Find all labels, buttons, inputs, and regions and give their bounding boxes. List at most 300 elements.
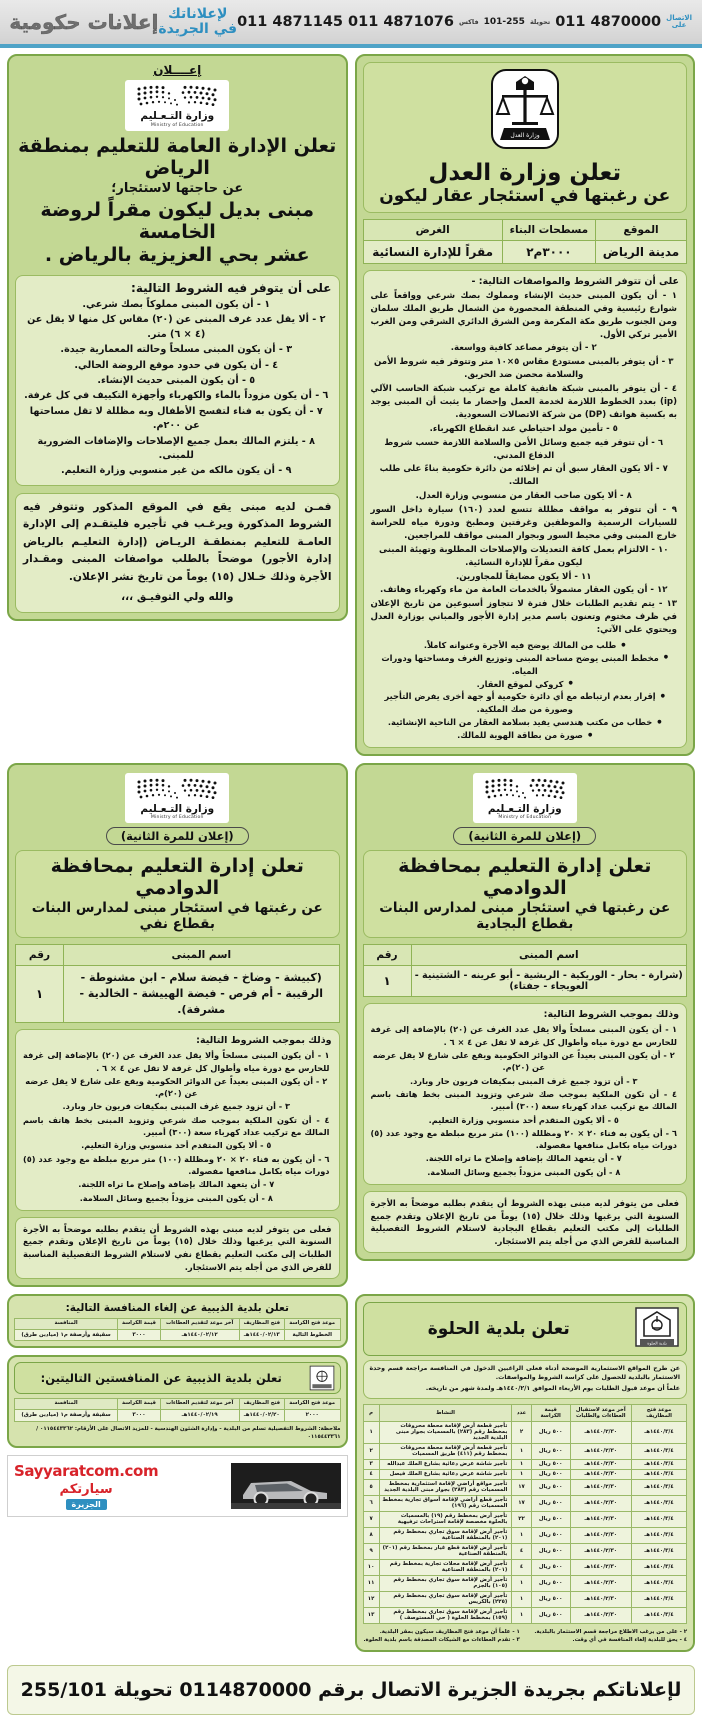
condition-item: ٧ - أن يكون به فناء لتفسح الأطفال وبه مظللة لا تقل مساحتها عن ٢٠٠م. (29, 405, 323, 432)
masthead-title: إعلانات حكومية (9, 10, 159, 34)
ad-label: إعــــلان (153, 63, 202, 77)
dhahiya-two-table (14, 1398, 341, 1421)
cell-index: ٥ (363, 1479, 379, 1495)
table-row (363, 1559, 687, 1575)
moe-logo-english: Ministry of Education (150, 122, 204, 128)
conditions-list (371, 290, 680, 637)
document-item: ● إقرار بعدم ارتباطه مع أي دائرة حكومية أو جهة أخرى يفرض التأجير وصورة من صك الملكية. (371, 690, 680, 716)
cell-count: ١ (512, 1575, 531, 1591)
halwa-intro (363, 1360, 688, 1399)
bujadiyah-closing (363, 1191, 688, 1253)
cell-index: ٣ (363, 1459, 379, 1469)
education-riyadh-ad-card (7, 54, 348, 621)
table-row (363, 1443, 687, 1459)
ministry-of-education-logo (125, 773, 229, 824)
condition-item: ٥ - أن يكون المبنى حديث الإنشاء. (97, 375, 256, 387)
col-number: رقم (16, 945, 64, 966)
cell-area: ٣٠٠٠م٢ (502, 240, 595, 263)
cell-count: ١ (512, 1443, 531, 1459)
cell-envelope-date: ١٤٤٠/٣/٤هـ (632, 1543, 687, 1559)
cell-activity: تأجير أرض لإقامة قطع غيار بمخطط رقم (٢٠١) بالمنطقة الصناعية (379, 1543, 512, 1559)
conditions-heading: على أن يتوفر فيه الشروط التالية: (131, 281, 332, 296)
cell-index: ١١ (363, 1575, 379, 1591)
conditions-list (371, 1023, 680, 1178)
call-on-label (666, 15, 692, 29)
cell-price: ٥٠٠ ريال (531, 1511, 570, 1527)
halwa-municipality-card (355, 1294, 696, 1652)
cell-booklet-value: ٣٠٠٠ (118, 1329, 161, 1340)
cell-activity: تأجير أرض لإقامة سوق تجاري بمخطط رقم (١٠٥) بالجزم (379, 1575, 512, 1591)
edu-riyadh-conditions (15, 275, 340, 486)
cell-index: ١٣ (363, 1607, 379, 1623)
condition-item: ٦ - أن يكون به فناء ٢٠ × ٢٠ ومظللة (١٠٠) متر مربع مبلطة مع وجود عدد (٥) دورات مياه بكامل منافعها مفصولة. (370, 1127, 677, 1151)
col-last-bid-date: آخر موعد لتقديم العطاءات (160, 1399, 239, 1410)
svg-text:بلدية الحلوة: بلدية الحلوة (647, 1340, 667, 1346)
bujadiyah-title-line2: عن رغبتها في استئجار مبنى لمدارس البنات بقطاع البجادية (379, 900, 671, 933)
cell-price: ٥٠٠ ريال (531, 1479, 570, 1495)
cell-activity: تأجير مواقع أراضي لإقامة استثمارية بمخطط المسميات رقم (٢٨٣) بجوار مبنى البلدية الجديد (379, 1479, 512, 1495)
cell-envelope-open: ١٤٤٠/٠٢/١٣هـ (239, 1329, 284, 1340)
car-advertisement[interactable] (7, 1455, 348, 1517)
cell-envelope-date: ١٤٤٠/٣/٤هـ (632, 1591, 687, 1607)
col-activity: النشاط (379, 1405, 512, 1422)
bujadiyah-title-line1: تعلن إدارة التعليم بمحافظة الدوادمي (398, 855, 652, 900)
footer-contact-text: لإعلاناتكم بجريدة الجزيرة الاتصال برقم 0114870000 تحويلة 255/101 (20, 1679, 682, 1702)
document-item: ● كروكي لموقع العقار. (371, 678, 680, 691)
cell-index: ١ (363, 1421, 379, 1443)
dhahiya-two-title: تعلن بلدية الذيبية عن المنافستين التاليتين: (40, 1371, 282, 1386)
cell-index: ٢ (363, 1443, 379, 1459)
col-count: عدد (512, 1405, 531, 1422)
edu-riyadh-title-line1: تعلن الإدارة العامة للتعليم بمنطقة الرياض (18, 134, 337, 180)
col-envelope-open: فتح المظاريف (239, 1399, 284, 1410)
cell-activity: تأجير أرض لإقامة سوق تجاري بمخطط رقم (٢٢٥) بالكريس (379, 1591, 512, 1607)
col-booklet-open: موعد فتح الكراسة (284, 1399, 340, 1410)
ads-row-top (7, 54, 695, 763)
note-item: ٣ - تقدم العطاءات مع الشيكات المصدقة باسم بلدية الحلوة. (363, 1636, 520, 1643)
cell-index: ٤ (363, 1469, 379, 1479)
condition-item: ٤ - أن يكون في حدود موقع الروضة الحالي. (74, 359, 279, 371)
dawadmi-nafi-card (7, 763, 348, 1287)
cell-count: ٤ (512, 1543, 531, 1559)
condition-item: ٧ - أن يتعهد المالك بإضافة وإصلاح ما تراه اللجنة. (425, 1153, 622, 1164)
car-ad-brand-block (14, 1462, 158, 1510)
car-ad-tagline: سيارتكم (59, 1481, 113, 1497)
nafi-closing (15, 1217, 340, 1279)
condition-item: ٧ - ألا يكون العقار سبق أن تم إخلائه من دائرة حكومية بناءً على طلب المالك. (379, 464, 668, 488)
note-item: ٤ - يحق للبلدية إلغاء المنافسة في أي وقت. (572, 1636, 687, 1643)
closing-paragraph: فمـن لديه مبنى يقع في الموقع المذكور وتتوفر فيه الشروط المذكورة ويرغـب في تأجيره فليتقـدم إلى الإدارة العامـة للتعليم بمنطقـة الريـاض (إدارة التعليـم بالرياض إدارة الأجور) موضحاً بالطلب مواصفات المبنى ومقـدار الأجرة وذلك خـلال (١٥) يوماً من تاريخ نشر الإعلان. (23, 500, 332, 583)
phone-number-2: 011 4871076 (348, 14, 454, 30)
svg-text:وزارة العدل: وزارة العدل (510, 132, 540, 139)
condition-item: ٣ - أن يتوفر بالمبنى مستودع مقاس ٥×١٠ متر وتتوفر فيه شروط الأمن والسلامة محصن ضد الحريق. (374, 357, 674, 381)
dhahiya-two-header-bar (14, 1362, 341, 1394)
baladiyah-emblem (309, 1365, 335, 1391)
cell-envelope-date: ١٤٤٠/٣/٤هـ (632, 1479, 687, 1495)
masthead-phone-block (237, 14, 692, 30)
condition-item: ٦ - أن يكون به فناء ٢٠ × ٢٠ ومظللة (١٠٠) متر مربع مبلطة مع وجود عدد (٥) دورات مياه بكامل منافعها مفصولة. (23, 1153, 330, 1176)
ministry-of-justice-emblem (488, 68, 562, 160)
document-item: ● صورة من بطاقة الهوية للمالك. (371, 729, 680, 742)
col-building-name: اسم المبنى (411, 945, 687, 966)
cell-price: ٥٠٠ ريال (531, 1607, 570, 1623)
cell-last-date: ١٤٤٠/٢/٣٠هـ (570, 1469, 631, 1479)
masthead-subtitle-line1: لإعلاناتك (168, 6, 228, 23)
condition-item: ١٢ - أن يكون العقار مشمولاً بالخدمات العامة من ماء وكهرباء وهاتف. (380, 585, 668, 596)
extension-value: 101-255 (483, 17, 525, 27)
condition-item: ٢ - ألا يقل عدد غرف المبنى عن (٢٠) مقاس كل منها لا يقل عن (٤ × ٦) متر. (27, 314, 326, 340)
cell-envelope-date: ١٤٤٠/٣/٤هـ (632, 1559, 687, 1575)
moe-logo-arabic: وزارة التـعـليم (140, 802, 215, 815)
halwa-header-bar (363, 1302, 688, 1356)
table-header-row (363, 219, 687, 240)
cell-price: ٥٠٠ ريال (531, 1443, 570, 1459)
document-item: ● طلب من المالك يوضح فيه الأجرة وعنوانه كاملاً. (371, 639, 680, 652)
condition-item: ٤ - أن يتوفر بالمبنى شبكة هاتفية كاملة مع تركيب شبكة الحاسب الآلي (ip) بعدد الخطوط اللازمة لخدمة العمل وإحضار ما يثبت أن المبنى يوجد به بكسية هواتف (DP) من شركة الاتصالات السعودية. (370, 384, 677, 420)
cell-price: ٥٠٠ ريال (531, 1575, 570, 1591)
cell-last-date: ١٤٤٠/٢/٣٠هـ (570, 1527, 631, 1543)
nafi-conditions (15, 1029, 340, 1211)
condition-item: ١ - أن يكون المبنى حديث الإنشاء ومملوك بصك شرعي وواقعاً على شوارع رئيسية وفي المنطقة المحصورة من الشمال طريق الملك سلمان ومن الجنوب طريق مكة المكرمة ومن الشرق الدائري الشرقي ومن الغرب الأمير تركي الأول. (370, 290, 677, 340)
closing-paragraph: فعلى من يتوفر لديه مبنى بهذه الشروط أن يتقدم بطلبه موضحاً به الأجرة السنوية التي يرغبها وذلك خلال (١٥) يوماً من تاريخ الإعلان وتقدم جميع الطلبات إلى مكتب التعليم بقطاع البجادية لاستلام الشروط التفصيلية المناسبة للفرض الذي من أجله يتم الاستئجار. (370, 1197, 679, 1246)
table-row (363, 1495, 687, 1511)
col-booklet-value: قيمة الكراسة (118, 1399, 161, 1410)
masthead-subtitle-line2: في الجريدة (158, 21, 238, 37)
moe-dots-icon (133, 84, 221, 110)
condition-item: ٤ - أن تكون الملكية بموجب صك شرعي وتزويد المبنى بخط هاتف باسم المالك مع تركيب عداد كهرباء سعة (٣٠٠) أمبير. (23, 1114, 330, 1138)
cell-activity: تأجير أرض لإقامة محلات تجارية بمخطط رقم (٢٠١) بالمنطقة الصناعية (379, 1559, 512, 1575)
cell-envelope-date: ١٤٤٠/٣/٤هـ (632, 1527, 687, 1543)
cell-activity: تأجير قطع أراضي لإقامة أسواق تجارية بمخطط المسميات رقم (١٩٦) (379, 1495, 512, 1511)
edu-riyadh-title-line3: مبنى بديل ليكون مقراً لروضة الخامسة (40, 198, 315, 244)
moe-logo-arabic: وزارة التـعـليم (487, 802, 562, 815)
cell-last-date: ١٤٤٠/٢/٣٠هـ (570, 1459, 631, 1469)
condition-item: ٨ - أن يكون المبنى مزوداً بجميع وسائل السلامة. (427, 1166, 621, 1177)
moe-logo-arabic: وزارة التـعـليم (140, 110, 215, 122)
table-header-row (15, 1399, 341, 1410)
condition-item: ٤ - أن تكون الملكية بموجب صك شرعي وتزويد المبنى بخط هاتف باسم المالك مع تركيب عداد كهرباء سعة (٣٠٠) أمبير. (370, 1088, 677, 1112)
phone-number-main: 011 4870000 (555, 14, 662, 30)
col-envelope-open-date: موعد فتح المظاريف (632, 1405, 687, 1422)
cell-last-date: ١٤٤٠/٢/٣٠هـ (570, 1495, 631, 1511)
edu-riyadh-title-line2: عن حاجتها لاستئجار؛ (111, 181, 244, 197)
moe-logo-english: Ministry of Education (498, 815, 552, 821)
halwa-table-body (363, 1421, 687, 1623)
cell-activity: تأجير قطعة أرض لإقامة محطة محروقات بمخطط رقم (٢٨٣) بالمسميات بجوار مبنى البلدية الجديد (379, 1421, 512, 1443)
moe-logo-wrap-2 (363, 773, 688, 824)
conditions-list (23, 1049, 332, 1204)
nafi-title-box (15, 850, 340, 938)
cell-count: ١ (512, 1459, 531, 1469)
conditions-list (23, 298, 332, 479)
cell-envelope-date: ١٤٤٠/٣/٤هـ (632, 1459, 687, 1469)
bujadiyah-title-box (363, 850, 688, 938)
document-item: ● خطاب من مكتب هندسي يفيد بسلامة العقار من الناحية الإنشائية. (371, 716, 680, 729)
fax-label: فاكس (458, 18, 479, 26)
condition-item: ٢ - أن يكون المبنى بعيداً عن الدوائر الحكومية ويقع على شارع لا يقل عرضه عن (٢٠)م. (25, 1075, 328, 1099)
cell-count: ١٧ (512, 1495, 531, 1511)
table-header-row (16, 945, 340, 966)
halwa-paragraph-2: علماً أن موعد قبول الطلبات يوم الأربعاء الموافق ١٤٤٠/٢/١هـ ولمدة شهر من تاريخه. (425, 1385, 680, 1393)
note-item: ٢ - على من يرغب الاطلاع مراجعة قسم الاستثمار بالبلدية. (534, 1628, 687, 1635)
condition-item: ١١ - ألا يكون مضايقاً للمجاورين. (456, 571, 592, 582)
cell-last-date: ١٤٤٠/٢/٣٠هـ (570, 1443, 631, 1459)
column-left-bottom (355, 1294, 696, 1659)
justice-ad-card (355, 54, 696, 756)
table-row (363, 1575, 687, 1591)
nafi-title-line2: عن رغبتها في استئجار مبنى لمدارس البنات بقطاع نفي (31, 900, 323, 933)
table-row (363, 1421, 687, 1443)
edu-riyadh-title-line4: عشر بحي العزيزية بالرياض . (44, 244, 310, 267)
cell-price: ٥٠٠ ريال (531, 1559, 570, 1575)
moe-dots-icon (481, 777, 569, 803)
condition-item: ٣ - أن تزود جميع غرف المبنى بمكيفات فريون حار وبارد. (62, 1101, 290, 1112)
call-label-line2: على (671, 21, 687, 29)
cell-envelope-date: ١٤٤٠/٣/٤هـ (632, 1421, 687, 1443)
cell-price: ٥٠٠ ريال (531, 1591, 570, 1607)
moe-logo-english: Ministry of Education (150, 815, 204, 821)
col-purpose: الغرض (363, 219, 502, 240)
cell-price: ٥٠٠ ريال (531, 1469, 570, 1479)
cell-last-date: ١٤٤٠/٢/٣٠هـ (570, 1591, 631, 1607)
footer-contact-banner (7, 1665, 695, 1715)
col-last-bid-date: آخر موعد لتقديم العطاءات (160, 1318, 239, 1329)
cell-price: ٥٠٠ ريال (531, 1543, 570, 1559)
col-booklet-open: موعد فتح الكراسة (284, 1318, 340, 1329)
table-row (363, 240, 687, 263)
cell-count: ١ (512, 1469, 531, 1479)
condition-item: ٥ - تأمين مولد احتياطي عند انقطاع الكهرباء. (429, 423, 618, 434)
cell-booklet-open: ٢٠٠٠ (284, 1410, 340, 1421)
cell-index: ١٢ (363, 1591, 379, 1607)
conditions-heading: على أن تتوفر الشروط والمواصفات التالية: - (471, 275, 679, 287)
cell-building-name: (شرارة - بحار - الوريكية - الربشية - أبو عرينه - الشتينية - العويجاء - جفتاء) (411, 966, 687, 997)
column-left-top (355, 54, 696, 763)
justice-ad-header (363, 62, 688, 213)
baladiyah-emblem (634, 1306, 680, 1352)
table-row (363, 1591, 687, 1607)
table-header-row (363, 1405, 687, 1422)
table-header-row (363, 945, 687, 966)
halwa-notes (363, 1628, 688, 1644)
cell-envelope-date: ١٤٤٠/٣/٤هـ (632, 1511, 687, 1527)
conditions-heading: وذلك بموجب الشروط التالية: (196, 1035, 332, 1047)
cell-activity: تأجير شاشة عرض دعائية بشارع الملك عبدالله (379, 1459, 512, 1469)
halwa-title: تعلن بلدية الحلوة (427, 1319, 570, 1340)
cell-envelope-date: ١٤٤٠/٣/٤هـ (632, 1469, 687, 1479)
page-body (0, 48, 702, 1659)
second-announcement-pill: (إعلان للمرة الثانية) (106, 827, 249, 845)
cell-envelope-date: ١٤٤٠/٣/٤هـ (632, 1495, 687, 1511)
table-header-row (15, 1318, 341, 1329)
col-last-submission-date: آخر موعد لاستقبال العطاءات والطلبات (570, 1405, 631, 1422)
call-label-line1: الاتصال (666, 14, 692, 22)
cell-count: ١٧ (512, 1479, 531, 1495)
col-area: مسطحات البناء (502, 219, 595, 240)
condition-item: ١ - أن يكون المبنى مسلحاً وألا يقل عدد الغرف عن (٢٠) بالإضافة إلى غرفة للحارس مع دورة مياه وأطوال كل غرفة لا تقل عن ٤ × ٦ . (370, 1024, 677, 1047)
cell-competition: سقيفة وأرصفة م١ (ميادين طرق) (15, 1329, 118, 1340)
moe-dots-icon (133, 777, 221, 803)
nafi-title-line1: تعلن إدارة التعليم بمحافظة الدوادمي (50, 855, 304, 900)
table-row (15, 1410, 341, 1421)
table-row (363, 1607, 687, 1623)
condition-item: ٣ - أن تزود جميع غرف المبنى بمكيفات فريون حار وبارد. (410, 1075, 638, 1086)
masthead (0, 0, 702, 48)
cell-count: ٤ (512, 1559, 531, 1575)
sayyaratcom-logo: Sayyaratcom.com (14, 1461, 159, 1480)
condition-item: ٢ - أن يتوفر مصاعد كافية وواسعة. (450, 343, 597, 354)
nafi-table (15, 944, 340, 1023)
condition-item: ١ - أن يكون المبنى مسلحاً وألا يقل عدد الغرف عن (٢٠) بالإضافة إلى غرفة للحارس مع دورة مياه وأطوال كل غرفة لا تقل عن ٤ × ٦ . (23, 1050, 330, 1073)
cell-envelope-date: ١٤٤٠/٣/٤هـ (632, 1607, 687, 1623)
col-booklet-price: قيمة الكراسة (531, 1405, 570, 1422)
column-right-bottom (7, 1294, 348, 1659)
cell-activity: تأجير قطعة أرض لإقامة محطة محروقات بمخطط رقم (٤١١) طريق المسميات (379, 1443, 512, 1459)
cell-competition: سقيفة وأرصفة م١ (ميادين طرق) (15, 1410, 118, 1421)
cell-last-date: ١٤٤٠/٢/٣٠هـ (570, 1479, 631, 1495)
col-building-name: اسم المبنى (64, 945, 340, 966)
bujadiyah-conditions (363, 1003, 688, 1185)
second-announcement-pill: (إعلان للمرة الثانية) (453, 827, 596, 845)
condition-item: ١ - أن يكون المبنى مملوكاً بصك شرعي. (82, 299, 271, 311)
cell-count: ٢ (512, 1421, 531, 1443)
table-row (363, 1511, 687, 1527)
condition-item: ٥ - ألا يكون المتقدم أحد منسوبي وزارة التعليم. (428, 1114, 619, 1125)
cell-location: مدينة الرياض (596, 240, 687, 263)
halwa-paragraph-1: عن طرح المواقع الاستثمارية الموضحة أدناه فعلى الراغبين الدخول في المنافسة مراجعة قسم وحدة الاستثمار بالبلدية للحصول على كراسة الشروط والمواصفات. (369, 1365, 680, 1382)
bujadiyah-table (363, 944, 688, 997)
cell-count: ١ (512, 1591, 531, 1607)
condition-item: ٨ - ألا يكون صاحب العقار من منسوبي وزارة العدل. (415, 491, 632, 502)
ministry-of-education-logo (473, 773, 577, 824)
cell-last-date: ١٤٤٠/٢/٣٠هـ (570, 1607, 631, 1623)
cell-last-date: ١٤٤٠/٢/٣٠هـ (570, 1559, 631, 1575)
closing-paragraph: فعلى من يتوفر لديه مبنى بهذه الشروط أن يتقدم بطلبه موضحاً به الأجرة السنوية التي يرغبها وذلك خلال (١٥) يوماً من تاريخ الإعلان وتقدم جميع الطلبات إلى مكتب التعليم بقطاع نفي لاستلام الشروط التفصيلية المناسبة للفرض الذي من أجله يتم الاستئجار. (23, 1223, 332, 1272)
condition-item: ٧ - أن يتعهد المالك بإضافة وإصلاح ما تراه اللجنة. (78, 1179, 275, 1190)
condition-item: ١٠ - الالتزام بعمل كافة التعديلات والإصلاحات المطلوبة وتهيئة المبنى ليكون مقراً للإدارة النسائية. (379, 544, 669, 568)
cell-last-bid-date: ١٤٤٠/٠٢/١٢هـ (160, 1329, 239, 1340)
condition-item: ٢ - أن يكون المبنى بعيداً عن الدوائر الحكومية ويقع على شارع لا يقل عرضه عن (٢٠)م. (372, 1050, 675, 1073)
cell-activity: تأجير شاشة عرض دعائية بشارع الملك فيصل (379, 1469, 512, 1479)
ministry-of-education-logo (125, 80, 229, 131)
cell-count: ١ (512, 1607, 531, 1623)
moe-logo-wrap-1 (15, 80, 340, 131)
cell-index: ٧ (363, 1511, 379, 1527)
cell-price: ٥٠٠ ريال (531, 1421, 570, 1443)
cell-price: ٥٠٠ ريال (531, 1459, 570, 1469)
cell-last-date: ١٤٤٠/٢/٣٠هـ (570, 1511, 631, 1527)
moe-logo-wrap-3 (15, 773, 340, 824)
required-documents-list (371, 639, 680, 742)
cell-index: ٦ (363, 1495, 379, 1511)
cell-last-date: ١٤٤٠/٢/٣٠هـ (570, 1421, 631, 1443)
table-row (363, 966, 687, 997)
cell-last-date: ١٤٤٠/٢/٣٠هـ (570, 1575, 631, 1591)
cell-index: ١٠ (363, 1559, 379, 1575)
dhahiya-cancel-table (14, 1318, 341, 1341)
table-row (363, 1543, 687, 1559)
jazirah-badge: الجزيرة (66, 1499, 107, 1510)
dhahiya-two-competitions-card (7, 1355, 348, 1448)
col-number: رقم (363, 945, 411, 966)
justice-ad-title-line2: عن رغبتها في استئجار عقار ليكون (379, 186, 671, 207)
note-item: ١ - علماً أن موعد فتح المظاريف سيكون بمقر البلدية. (379, 1628, 520, 1635)
column-right-middle (7, 763, 348, 1294)
table-row (363, 1479, 687, 1495)
cell-price: ٥٠٠ ريال (531, 1495, 570, 1511)
condition-item: ٦ - أن يكون مزوداً بالماء والكهرباء وأجهزة التكييف في كل غرفة. (24, 390, 329, 402)
table-row (15, 1329, 341, 1340)
halwa-investment-table (363, 1404, 688, 1624)
cell-purpose: مقراً للإدارة النسائية (363, 240, 502, 263)
cell-activity: تأجير أرض لإقامة سوق تجاري بمخطط رقم (٢٠١) بالمنطقة الصناعية (379, 1527, 512, 1543)
cell-activity: تأجير أرض لإقامة سوق تجاري بمخطط رقم (١٥٩) بمخطط الحلوة ( حي المستوصف ) (379, 1607, 512, 1623)
conditions-heading: وذلك بموجب الشروط التالية: (543, 1009, 679, 1021)
car-icon (231, 1463, 341, 1509)
cell-index: ٨ (363, 1527, 379, 1543)
cell-last-bid-date: ١٤٤٠/٠٢/١٩هـ (160, 1410, 239, 1421)
cell-envelope-open: ١٤٤٠/٠٢/٢٠هـ (239, 1410, 284, 1421)
cell-count: ١ (512, 1527, 531, 1543)
masthead-subtitle (158, 7, 237, 36)
cell-booklet-open: الخطوط التالية (284, 1329, 340, 1340)
cell-booklet-value: ٣٠٠٠ (118, 1410, 161, 1421)
ads-row-middle (7, 763, 695, 1294)
dhahiya-cancel-card (7, 1294, 348, 1348)
condition-item: ١٣ - يتم تقديم الطلبات خلال فترة لا تتجاوز أسبوعين من تاريخ الإعلان في ظرف مختوم وتعنون باسم مدير إدارة الأجور والمباني بوزارة العدل ويحتوي على الآتي: (370, 599, 677, 636)
extension-label: تحويلة (529, 18, 551, 26)
cell-last-date: ١٤٤٠/٢/٣٠هـ (570, 1543, 631, 1559)
table-row (16, 966, 340, 1023)
justice-ad-title-line1: تعلن وزارة العدل (428, 160, 622, 186)
ads-row-bottom (7, 1294, 695, 1659)
col-index: م (363, 1405, 379, 1422)
table-row (363, 1469, 687, 1479)
cell-envelope-date: ١٤٤٠/٣/٤هـ (632, 1575, 687, 1591)
col-competition: المنافسة (15, 1399, 118, 1410)
justice-ad-conditions (363, 270, 688, 748)
dhahiya-cancel-title: تعلن بلدية الذيبية عن إلغاء المنافسة التالية: (65, 1302, 289, 1315)
cell-envelope-date: ١٤٤٠/٣/٤هـ (632, 1443, 687, 1459)
condition-item: ٨ - يلتزم المالك بعمل جميع الإصلاحات والإضافات الضرورية للمبنى. (37, 435, 315, 461)
table-row (363, 1527, 687, 1543)
col-competition: المنافسة (15, 1318, 118, 1329)
cell-number: ١ (16, 966, 64, 1023)
cell-building-name: (كبيشة - وضاخ - فيضة سلام - ابن مشنوطة - الرقيبة - أم فرص - فيضة الهييشة - الخالدية - مشرفة). (64, 966, 340, 1023)
closing-blessing: والله ولي التوفيـق ،،، (121, 591, 234, 604)
condition-item: ٩ - أن يكون مالكه من غير منسوبي وزارة التعليم. (61, 465, 292, 477)
col-booklet-value: قيمة الكراسة (118, 1318, 161, 1329)
dhahiya-note: ملاحظة: الشروط التفصيلية تسلم من البلدية - وإدارة الشئون الهندسية - للمزيد الاتصال على الأرقام: ٠١١٥٤٤٣٣٦٢ / ٠١١٥٤٤٣٣٦١ (36, 1425, 341, 1440)
table-row (363, 1459, 687, 1469)
column-left-middle (355, 763, 696, 1294)
condition-item: ٣ - أن يكون المبنى مسلحاً وحالته المعمارية جيدة. (60, 344, 293, 356)
phone-number-3: 011 4871145 (237, 14, 344, 30)
col-location: الموقع (596, 219, 687, 240)
cell-number: ١ (363, 966, 411, 997)
cell-price: ٥٠٠ ريال (531, 1527, 570, 1543)
condition-item: ٦ - أن تتوفر فيه جميع وسائل الأمن والسلامة اللازمة حسب شروط الدفاع المدني. (384, 437, 664, 461)
edu-riyadh-closing (15, 493, 340, 613)
cell-count: ٢٢ (512, 1511, 531, 1527)
dawadmi-bujadiyah-card (355, 763, 696, 1262)
condition-item: ٨ - أن يكون المبنى مزوداً بجميع وسائل السلامة. (79, 1192, 273, 1203)
document-item: ● مخطط المبنى يوضح مساحة المبنى وتوزيع الغرف ومساحتها ودورات المياه. (371, 652, 680, 678)
cell-index: ٩ (363, 1543, 379, 1559)
condition-item: ٩ - أن تتوفر به مواقف مظللة تتسع لعدد (١٦٠) سيارة داخل السور للسيارات الرسمية والموظفين وغرفتين ومطبخ ودورة مياه للحراسة خارج المبنى وفي محيط السور وبجوار المبنى مواقف للمراجعين. (370, 505, 677, 541)
condition-item: ٥ - ألا يكون المتقدم أحد منسوبي وزارة التعليم. (81, 1140, 272, 1151)
justice-ad-table (363, 219, 688, 264)
